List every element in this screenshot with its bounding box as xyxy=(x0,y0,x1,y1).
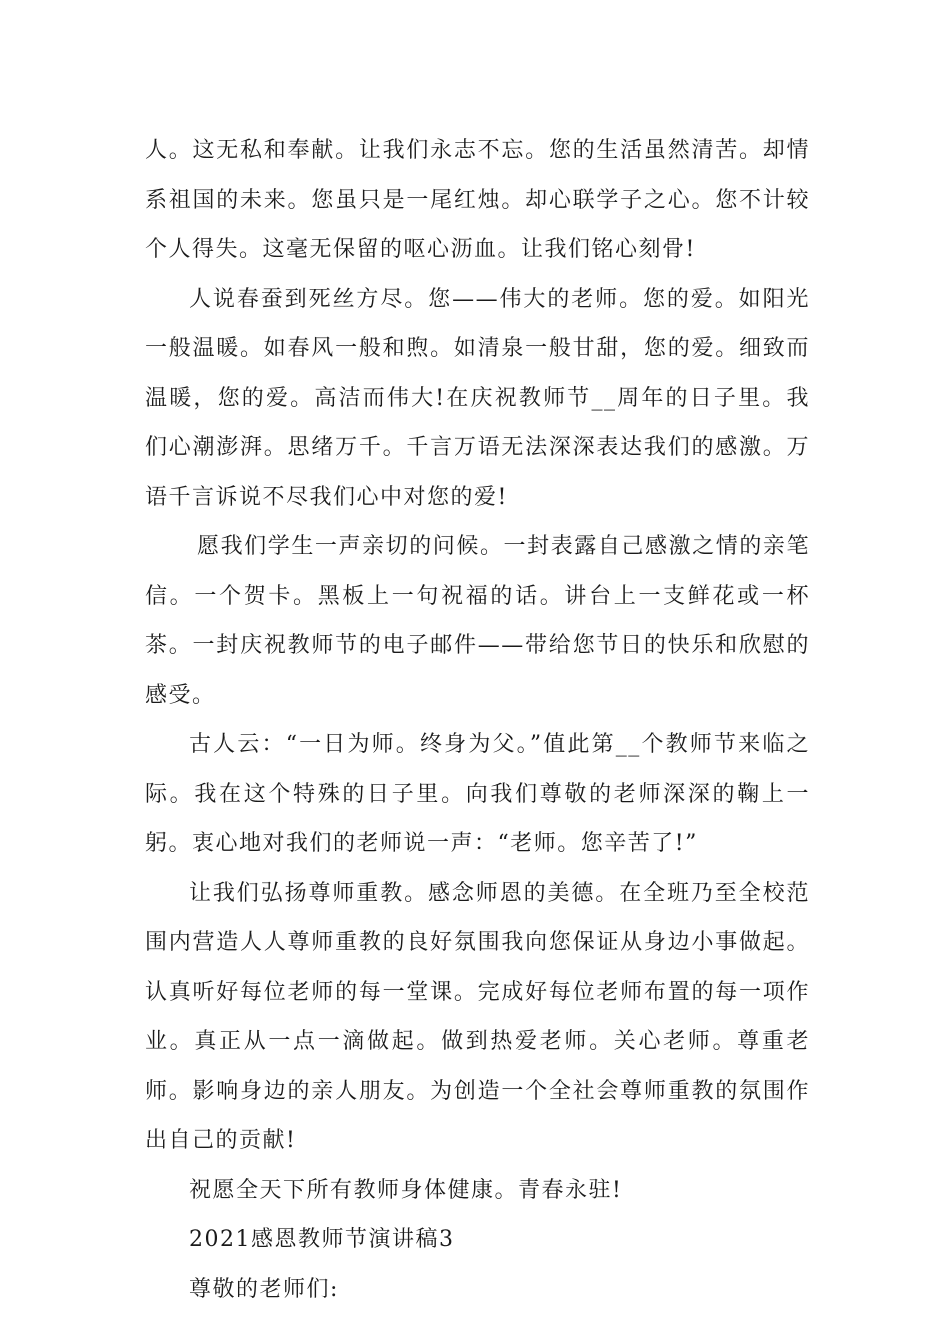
paragraph-continuation: 人。这无私和奉献。让我们永志不忘。您的生活虽然清苦。却情系祖国的未来。您虽只是一尾红烛。却心联学子之心。您不计较个人得失。这毫无保留的呕心沥血。让我们铭心刻骨! xyxy=(145,138,810,262)
paragraph-silkworm: 人说春蚕到死丝方尽。您——伟大的老师。您的爱。如阳光一般温暖。如春风一般和煦。如清泉一般甘甜，您的爱。细致而温暖，您的爱。高洁而伟大!在庆祝教师节__周年的日子里。我们心潮澎湃。思绪万千。千言万语无法深深表达我们的感激。万语千言诉说不尽我们心中对您的爱! xyxy=(145,286,810,510)
paragraph-greeting-wish: 愿我们学生一声亲切的问候。一封表露自己感激之情的亲笔信。一个贺卡。黑板上一句祝福的话。讲台上一支鲜花或一杯茶。一封庆祝教师节的电子邮件——带给您节日的快乐和欣慰的感受。 xyxy=(145,534,810,708)
section-heading: 2021感恩教师节演讲稿3 xyxy=(189,1227,455,1252)
salutation: 尊敬的老师们: xyxy=(189,1276,339,1302)
document-page xyxy=(145,126,810,1314)
paragraph-ancient-saying: 古人云：“一日为师。终身为父。”值此第__个教师节来临之际。我在这个特殊的日子里。向我们尊敬的老师深深的鞠上一躬。衷心地对我们的老师说一声：“老师。您辛苦了!” xyxy=(145,732,810,856)
paragraph-blessing: 祝愿全天下所有教师身体健康。青春永驻! xyxy=(189,1177,623,1203)
paragraph-promise: 让我们弘扬尊师重教。感念师恩的美德。在全班乃至全校范围内营造人人尊师重教的良好氛围我向您保证从身边小事做起。认真听好每位老师的每一堂课。完成好每位老师布置的每一项作业。真正从一点一滴做起。做到热爱老师。关心老师。尊重老师。影响身边的亲人朋友。为创造一个全社会尊师重教的氛围作出自己的贡献! xyxy=(145,880,810,1153)
